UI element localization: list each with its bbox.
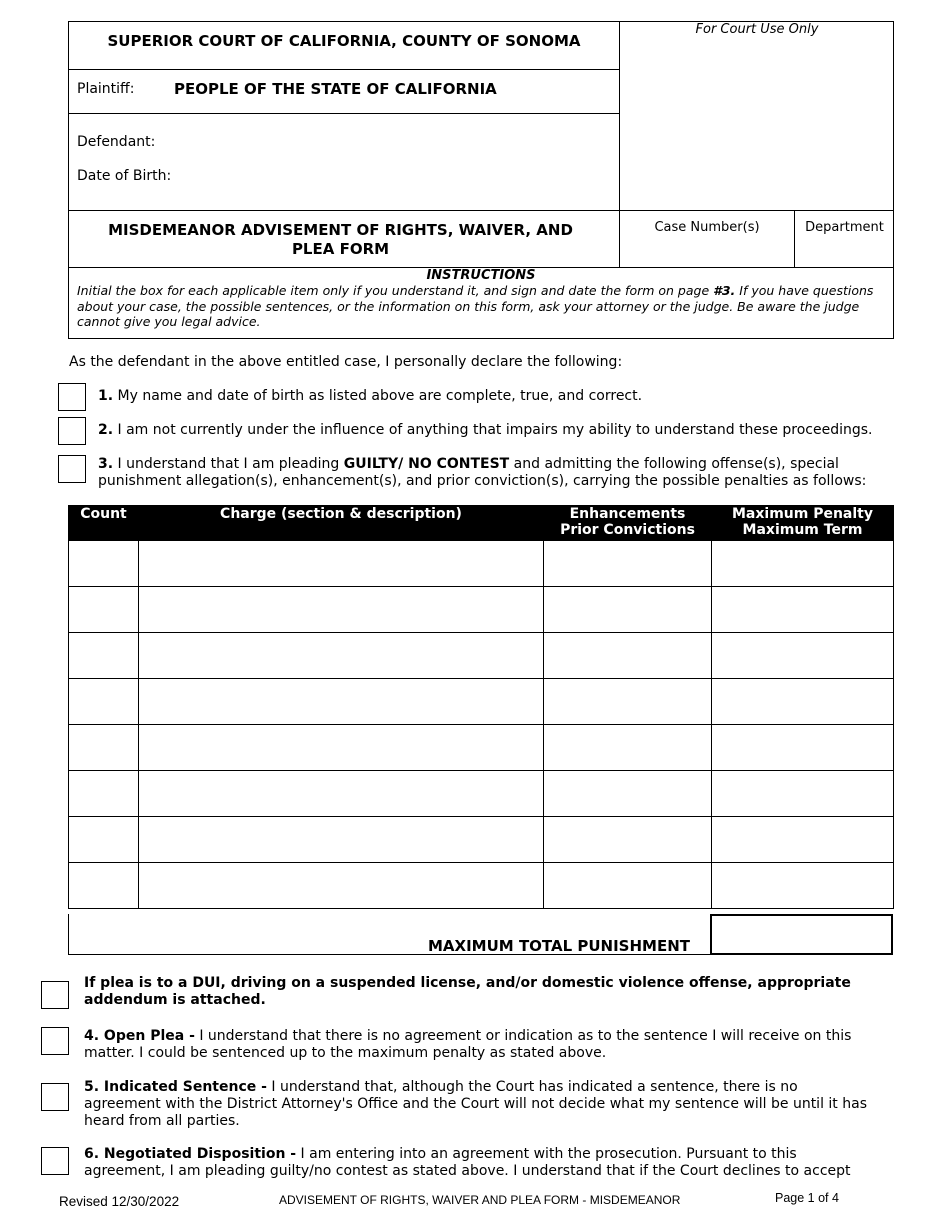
dob-label: Date of Birth: bbox=[77, 168, 172, 184]
caption-divider bbox=[794, 210, 795, 268]
initial-box-4[interactable] bbox=[41, 1027, 69, 1055]
table-row bbox=[69, 817, 894, 863]
plea-item-5-text: I understand that, although the Court has indicated a sentence, there is no bbox=[266, 1079, 798, 1095]
max-penalty-cell[interactable] bbox=[712, 587, 894, 633]
total-value-box[interactable] bbox=[710, 914, 893, 955]
table-row bbox=[69, 725, 894, 771]
charges-table bbox=[68, 505, 894, 909]
count-cell[interactable] bbox=[69, 587, 139, 633]
count-cell[interactable] bbox=[69, 771, 139, 817]
col-max-penalty-header bbox=[712, 506, 894, 541]
instructions-page-ref: #3. bbox=[713, 283, 736, 298]
plea-item-4 bbox=[84, 1028, 884, 1062]
plea-item-5-line1 bbox=[84, 1079, 884, 1096]
footer-revised: Revised 12/30/2022 bbox=[59, 1194, 180, 1209]
total-label: MAXIMUM TOTAL PUNISHMENT bbox=[428, 937, 691, 955]
table-row bbox=[69, 633, 894, 679]
instructions-line3: cannot give you legal advice. bbox=[77, 314, 261, 329]
caption-rule bbox=[68, 113, 620, 114]
enhancement-cell[interactable] bbox=[544, 633, 712, 679]
charges-header-row bbox=[69, 506, 894, 541]
plea-item-5-title: 5. Indicated Sentence - bbox=[84, 1079, 267, 1095]
item-2 bbox=[98, 422, 873, 439]
addendum-line2: addendum is attached. bbox=[84, 992, 266, 1008]
charge-cell[interactable] bbox=[139, 725, 544, 771]
count-cell[interactable] bbox=[69, 863, 139, 909]
enhancement-cell[interactable] bbox=[544, 679, 712, 725]
item-3-plea-type: GUILTY/ NO CONTEST bbox=[343, 456, 510, 472]
addendum-text bbox=[84, 975, 884, 1009]
caption-rule bbox=[68, 210, 894, 211]
instructions-line1-post: If you have questions bbox=[735, 283, 874, 298]
item-3-line2: punishment allegation(s), enhancement(s), and prior conviction(s), carrying the possible penalties as follows: bbox=[98, 473, 867, 489]
case-number-label: Case Number(s) bbox=[654, 220, 760, 235]
initial-box-6[interactable] bbox=[41, 1147, 69, 1175]
table-row bbox=[69, 863, 894, 909]
addendum-line1: If plea is to a DUI, driving on a suspended license, and/or domestic violence offense, appropriate bbox=[84, 975, 851, 991]
table-row bbox=[69, 587, 894, 633]
max-penalty-cell[interactable] bbox=[712, 863, 894, 909]
item-1-number: 1. bbox=[98, 388, 114, 404]
plea-item-6-line2: agreement, I am pleading guilty/no contest as stated above. I understand that if the Court declines to accept bbox=[84, 1163, 851, 1179]
court-title: SUPERIOR COURT OF CALIFORNIA, COUNTY OF SONOMA bbox=[107, 32, 581, 50]
table-row bbox=[69, 541, 894, 587]
charge-cell[interactable] bbox=[139, 863, 544, 909]
col-max-penalty-line1: Maximum Penalty bbox=[731, 506, 873, 522]
charge-cell[interactable] bbox=[139, 771, 544, 817]
plea-item-5-line2: agreement with the District Attorney's Office and the Court will not decide what my sentence will be until it has bbox=[84, 1096, 867, 1112]
enhancement-cell[interactable] bbox=[544, 541, 712, 587]
item-3-line1 bbox=[98, 456, 888, 473]
form-title bbox=[68, 221, 613, 259]
enhancement-cell[interactable] bbox=[544, 817, 712, 863]
item-2-text: I am not currently under the influence of anything that impairs my ability to understand these proceedings. bbox=[113, 422, 873, 438]
enhancement-cell[interactable] bbox=[544, 771, 712, 817]
item-3-text-post: and admitting the following offense(s), special bbox=[509, 456, 839, 472]
defendant-label: Defendant: bbox=[77, 134, 156, 150]
initial-box-addendum[interactable] bbox=[41, 981, 69, 1009]
plaintiff-value: PEOPLE OF THE STATE OF CALIFORNIA bbox=[174, 80, 497, 98]
initial-box-2[interactable] bbox=[58, 417, 86, 445]
plea-item-6 bbox=[84, 1146, 884, 1180]
charge-cell[interactable] bbox=[139, 633, 544, 679]
max-penalty-cell[interactable] bbox=[712, 679, 894, 725]
item-1-text: My name and date of birth as listed above are complete, true, and correct. bbox=[113, 388, 643, 404]
instructions-heading: INSTRUCTIONS bbox=[426, 268, 536, 283]
col-max-penalty-line2: Maximum Term bbox=[742, 522, 863, 538]
instructions-line1-pre: Initial the box for each applicable item only if you understand it, and sign and date the form on page bbox=[77, 283, 714, 298]
table-row bbox=[69, 771, 894, 817]
charge-cell[interactable] bbox=[139, 541, 544, 587]
max-penalty-cell[interactable] bbox=[712, 771, 894, 817]
max-penalty-cell[interactable] bbox=[712, 725, 894, 771]
department-label: Department bbox=[805, 220, 884, 235]
initial-box-1[interactable] bbox=[58, 383, 86, 411]
charge-cell[interactable] bbox=[139, 817, 544, 863]
plea-item-6-title: 6. Negotiated Disposition - bbox=[84, 1146, 297, 1162]
plea-item-6-line1 bbox=[84, 1146, 884, 1163]
footer-page-number: Page 1 of 4 bbox=[775, 1191, 839, 1205]
enhancement-cell[interactable] bbox=[544, 863, 712, 909]
col-enhancements-header bbox=[544, 506, 712, 541]
caption-rule bbox=[68, 69, 620, 70]
form-title-line2: PLEA FORM bbox=[291, 240, 390, 258]
count-cell[interactable] bbox=[69, 817, 139, 863]
col-enhancements-line2: Prior Convictions bbox=[560, 522, 695, 538]
max-penalty-cell[interactable] bbox=[712, 541, 894, 587]
form-title-line1: MISDEMEANOR ADVISEMENT OF RIGHTS, WAIVER, AND bbox=[108, 221, 573, 239]
col-count-header: Count bbox=[69, 506, 139, 541]
court-use-label: For Court Use Only bbox=[695, 22, 819, 37]
col-charge-header: Charge (section & description) bbox=[139, 506, 544, 541]
table-row bbox=[69, 679, 894, 725]
plaintiff-label: Plaintiff: bbox=[77, 81, 135, 97]
item-3 bbox=[98, 456, 888, 490]
declaration-intro: As the defendant in the above entitled case, I personally declare the following: bbox=[69, 354, 623, 370]
instructions-text bbox=[77, 283, 887, 330]
item-3-number: 3. bbox=[98, 456, 114, 472]
footer-form-name: ADVISEMENT OF RIGHTS, WAIVER AND PLEA FORM - MISDEMEANOR bbox=[279, 1193, 681, 1207]
plea-item-4-title: 4. Open Plea - bbox=[84, 1028, 195, 1044]
plea-item-4-line2: matter. I could be sentenced up to the maximum penalty as stated above. bbox=[84, 1045, 607, 1061]
enhancement-cell[interactable] bbox=[544, 587, 712, 633]
count-cell[interactable] bbox=[69, 725, 139, 771]
max-penalty-cell[interactable] bbox=[712, 633, 894, 679]
count-cell[interactable] bbox=[69, 679, 139, 725]
item-3-text-pre: I understand that I am pleading bbox=[113, 456, 344, 472]
plea-item-5-line3: heard from all parties. bbox=[84, 1113, 240, 1129]
plea-item-4-text: I understand that there is no agreement or indication as to the sentence I will receive on this bbox=[194, 1028, 852, 1044]
instructions-line2: about your case, the possible sentences, or the information on this form, ask your attorney or the judge. Be aware the judge bbox=[77, 298, 860, 314]
plea-item-4-line1 bbox=[84, 1028, 884, 1045]
col-enhancements-line1: Enhancements bbox=[569, 506, 686, 522]
charge-cell[interactable] bbox=[139, 679, 544, 725]
count-cell[interactable] bbox=[69, 541, 139, 587]
count-cell[interactable] bbox=[69, 633, 139, 679]
charge-cell[interactable] bbox=[139, 587, 544, 633]
plea-item-6-text: I am entering into an agreement with the prosecution. Pursuant to this bbox=[296, 1146, 797, 1162]
initial-box-3[interactable] bbox=[58, 455, 86, 483]
item-2-number: 2. bbox=[98, 422, 114, 438]
enhancement-cell[interactable] bbox=[544, 725, 712, 771]
initial-box-5[interactable] bbox=[41, 1083, 69, 1111]
max-penalty-cell[interactable] bbox=[712, 817, 894, 863]
item-1 bbox=[98, 388, 642, 405]
instructions-line1 bbox=[77, 283, 887, 299]
plea-item-5 bbox=[84, 1079, 884, 1130]
